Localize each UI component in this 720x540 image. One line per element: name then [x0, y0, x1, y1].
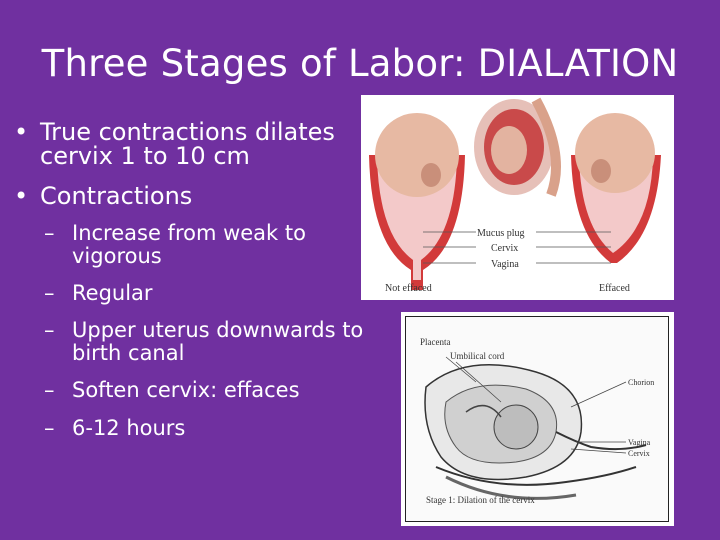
bullet-marker: • — [14, 182, 29, 210]
label-vagina: Vagina — [491, 259, 519, 270]
sub-bullet-item — [14, 379, 414, 402]
effacement-illustration — [361, 95, 674, 300]
dilation-drawing — [406, 317, 668, 521]
sub-bullet-text: Upper uterus downwards to birth canal — [72, 318, 364, 366]
sub-bullet-marker: – — [44, 281, 55, 306]
slide-title: Three Stages of Labor: DIALATION — [41, 42, 679, 85]
label-cervix: Cervix — [628, 449, 650, 458]
sub-bullet-item — [14, 319, 412, 365]
sub-bullet-item — [14, 417, 414, 440]
label-umbilical-cord: Umbilical cord — [450, 351, 505, 361]
bullet-text: True contractions dilates cervix 1 to 10 cm — [40, 118, 335, 170]
bullet-item — [14, 120, 414, 168]
sub-bullet-text: Soften cervix: effaces — [72, 378, 300, 403]
label-mucus-plug: Mucus plug — [477, 228, 525, 239]
label-placenta: Placenta — [420, 337, 451, 347]
label-cervix: Cervix — [491, 243, 519, 254]
figure-caption: Stage 1: Dilation of the cervix — [426, 495, 535, 505]
sub-bullet-marker: – — [44, 318, 55, 343]
label-vagina: Vagina — [628, 438, 651, 447]
label-chorion: Chorion — [628, 378, 655, 387]
dilation-frame — [405, 316, 669, 522]
effacement-drawing — [361, 95, 674, 300]
sub-bullet-item — [14, 222, 352, 268]
sub-bullet-text: Regular — [72, 281, 153, 306]
dilation-illustration — [401, 312, 674, 526]
bullet-text: Contractions — [40, 182, 193, 210]
label-not-effaced: Not effaced — [385, 283, 432, 294]
sub-bullet-text: Increase from weak to vigorous — [72, 221, 306, 269]
bullet-item — [14, 184, 414, 208]
sub-bullet-marker: – — [44, 378, 55, 403]
bullet-marker: • — [14, 118, 29, 146]
sub-bullet-text: 6-12 hours — [72, 415, 186, 440]
sub-bullet-marker: – — [44, 415, 55, 440]
sub-bullet-marker: – — [44, 221, 55, 245]
slide-body — [14, 120, 414, 454]
sub-bullet-item — [14, 282, 414, 305]
label-effaced: Effaced — [599, 283, 630, 294]
